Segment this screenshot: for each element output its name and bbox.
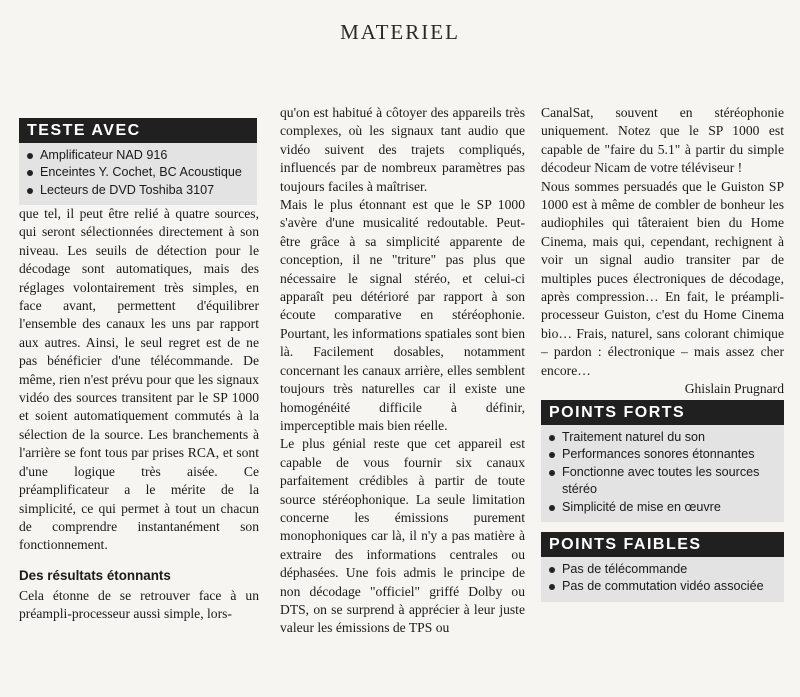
bullet-icon: [27, 170, 33, 176]
list-item: Lecteurs de DVD Toshiba 3107: [25, 182, 251, 199]
section-header: MATERIEL: [340, 20, 460, 44]
points-faibles-title: POINTS FAIBLES: [541, 532, 784, 557]
bullet-icon: [549, 567, 555, 573]
column-3-text: [541, 104, 784, 399]
list-item: Pas de télécommande: [547, 561, 778, 578]
bullet-icon: [549, 505, 555, 511]
list-item: Performances sonores étonnantes: [547, 446, 778, 463]
body-paragraph: Cela étonne de se retrouver face à un préampli-processeur aussi simple, lors-: [19, 587, 259, 622]
body-paragraph: CanalSat, souvent en stéréophonie uniquement. Notez que le SP 1000 est capable de "faire du 5.1" à partir du simple décodeur Nicam de votre téléviseur !: [541, 105, 784, 176]
author-signature: Ghislain Prugnard: [684, 381, 784, 397]
body-paragraph: Nous sommes persuadés que le Guiston SP 1000 est à même de combler de bonheur les audiophiles qui tâteraient bien du Home Cinema, mais qui, cependant, rechignent à voir un signal audio transiter par de multiples puces électroniques de décodage, après compression… En fait, le préampli-processeur Guiston, c'est du Home Cinema bio… Frais, naturel, sans colorant chimique – pardon : électronique – mais assez cher encore…: [541, 178, 784, 378]
bullet-icon: [549, 584, 555, 590]
body-paragraph: Le plus génial reste que cet appareil est capable de vous fournir six canaux parfaitement crédibles à partir de toute source stéréophonique. La seule limitation concerne les émissions purement monophoniques car là, il n'y a pas matière à extraire des informations centrales ou déphasées. Une fois admis le principe de non décodage "officiel" griffé Dolby ou DTS, on se surprend à apprécier à leur juste valeur les émissions de TPS ou: [280, 436, 525, 636]
list-item: Enceintes Y. Cochet, BC Acoustique: [25, 164, 251, 181]
bullet-icon: [27, 153, 33, 159]
points-forts-title: POINTS FORTS: [541, 400, 784, 425]
bullet-icon: [549, 452, 555, 458]
body-paragraph: Mais le plus étonnant est que le SP 1000 s'avère d'une musicalité redoutable. Peut-être grâce à sa simplicité apparente de conception, il ne "triture" pas plus que nécessaire le signal stéréo, et celui-ci apparaît peu détérioré par rapport à son écoute comparative en stéréophonie. Pourtant, les informations spatiales sont bien là. Facilement dosables, notamment concernant les canaux arrière, elles semblent toujours très naturelles car il existe une homogénéité difficile à définir, imperceptible mais bien réelle.: [280, 197, 525, 433]
column-2-text: [280, 104, 525, 638]
body-paragraph: qu'on est habitué à côtoyer des appareils très complexes, où les signaux tant audio que vidéo suivent des trajets compliqués, influencés par de nombreux paramètres pas toujours faciles à maîtriser.: [280, 105, 525, 194]
bullet-icon: [549, 435, 555, 441]
list-item: Fonctionne avec toutes les sources stéréo: [547, 464, 778, 499]
points-faibles-list: [541, 557, 784, 602]
list-item: Amplificateur NAD 916: [25, 147, 251, 164]
teste-avec-box: [19, 118, 257, 205]
teste-avec-title: TESTE AVEC: [19, 118, 257, 143]
list-item: Simplicité de mise en œuvre: [547, 499, 778, 516]
bullet-icon: [27, 188, 33, 194]
points-forts-box: [541, 400, 784, 522]
teste-avec-list: [19, 143, 257, 205]
list-item: Pas de commutation vidéo associée: [547, 578, 778, 595]
points-forts-list: [541, 425, 784, 522]
column-1-text: [19, 205, 259, 624]
bullet-icon: [549, 470, 555, 476]
body-paragraph: que tel, il peut être relié à quatre sources, qui seront sélectionnées directement à son niveau. Les seuils de détection pour le décodage sont automatiques, mais des réglages volontairement très simples, en face avant, permettent d'équilibrer l'ensemble des canaux les uns par rapport aux autres. Ainsi, le seul regret est de ne pas bénéficier d'une télécommande. De même, rien n'est prévu pour que les signaux vidéo des sources transitent par le SP 1000 et soient automatiquement commutés à la sélection de la source. Les branchements à l'arrière se font tous par prises RCA, et sont d'une logique très aisée. Ce préamplificateur a le mérite de la simplicité, ce qui permet à tout un chacun de comprendre instantanément son fonctionnement.: [19, 206, 259, 553]
subheading: Des résultats étonnants: [19, 567, 171, 583]
list-item: Traitement naturel du son: [547, 429, 778, 446]
points-faibles-box: [541, 532, 784, 602]
